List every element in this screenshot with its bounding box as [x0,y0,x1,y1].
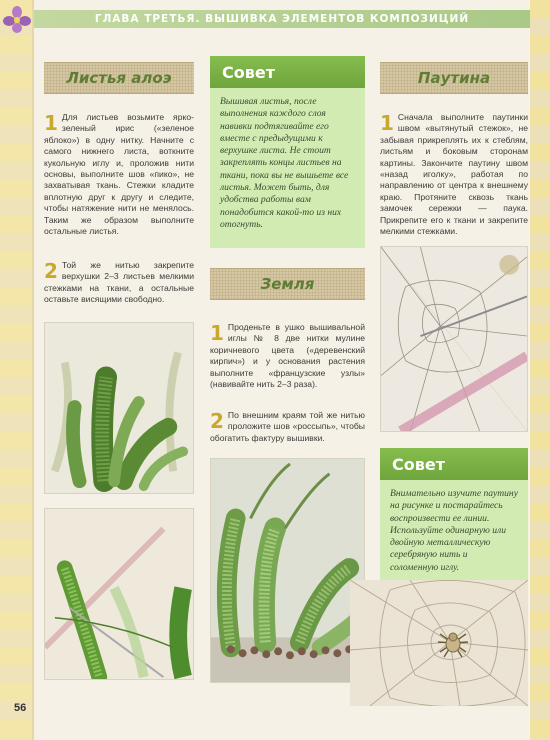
chapter-title: ГЛАВА ТРЕТЬЯ. ВЫШИВКА ЭЛЕМЕНТОВ КОМПОЗИЦИЙ [94,13,470,25]
step-number: 2 [210,409,224,433]
right-decorative-stripe [530,0,550,740]
step-number: 2 [44,259,58,283]
tip-1-title: Совет [222,62,275,82]
aloe-step-1-text: Для листьев возьмите ярко-зеленый ирис («зеленое яблоко») в одну нитку. Начните с самого нижнего листа, воткните кукольную иглу и, проложив нити основы, выполните шов «пико», не захватывая ткань. Стежки кладите вплотную друг к другу и следите, чтобы натяжение нити не менялось. Таким же образом выполните остальные листья. [44,112,194,237]
earth-step-1-text: Проденьте в ушко вышивальной иглы № 8 две нитки мулине коричневого цвета («деревенский кирпич») и у основания растения выполните «французские узлы» (навивайте нить 2–3 раза). [210,322,365,390]
page-number: 56 [14,702,27,714]
earth-step-2-text: По внешним краям той же нитью проложите шов «россыпь», чтобы обогатить фактуру вышивки. [210,410,365,443]
aloe-leaves-photo [44,322,194,494]
earth-step-1 [210,322,365,390]
flower-ornament-icon [2,6,32,34]
section-title-earth [210,268,365,300]
section-title-web-text: Паутина [417,69,491,87]
left-decorative-stripe [0,0,34,740]
step-number: 1 [44,111,58,135]
tip-2-header [380,448,528,480]
aloe-step-1 [44,112,194,237]
spider-icon [436,628,470,658]
earth-step-2 [210,410,365,444]
web-step-1-text: Сначала выполните паутинки швом «вытянутый стежок», не забывая прикреплять их к стеблям, листьям и боковым сторонам картины. Закончите паутину швом «назад иголку», работая по направлению от центра к внешнему краю. Протяните сквозь ткань замочек сережки — паука. Прикрепите его к ткани и закрепите мелкими стежками. [380,112,528,237]
tip-1-text: Вышивая листья, после выполнения каждого слоя навивки подтягивайте его вместе с предыдущими к верхушке листа. Не стоит закреплять концы листьев на ткани, пока вы не вышьете все листья. Может быть, для удобства работы вам понадобится какой-то из них отогнуть. [220,96,349,230]
aloe-step-2-text: Той же нитью закрепите верхушки 2–3 листьев мелкими стежками на ткани, а остальные оставьте висящими свободно. [44,260,194,305]
tip-2-text: Внимательно изучите паутину на рисунке и постарайтесь воспроизвести ее линии. Используйте одинарную или двойную металлическую серебряную нить и соломенную иглу. [390,488,518,573]
aloe-needle-photo [44,508,194,680]
tip-2-box [380,480,528,594]
step-number: 1 [210,321,224,345]
earth-closeup-photo [210,458,365,683]
aloe-step-2 [44,260,194,306]
web-needle-photo [380,246,528,432]
web-step-1 [380,112,528,237]
tip-1-header [210,56,365,88]
section-title-aloe [44,62,194,94]
chapter-header [34,10,530,28]
tip-2-title: Совет [392,454,445,474]
section-title-earth-text: Земля [260,275,315,293]
section-title-web [380,62,528,94]
section-title-aloe-text: Листья алоэ [66,69,172,87]
step-number: 1 [380,111,394,135]
tip-1-box [210,88,365,248]
